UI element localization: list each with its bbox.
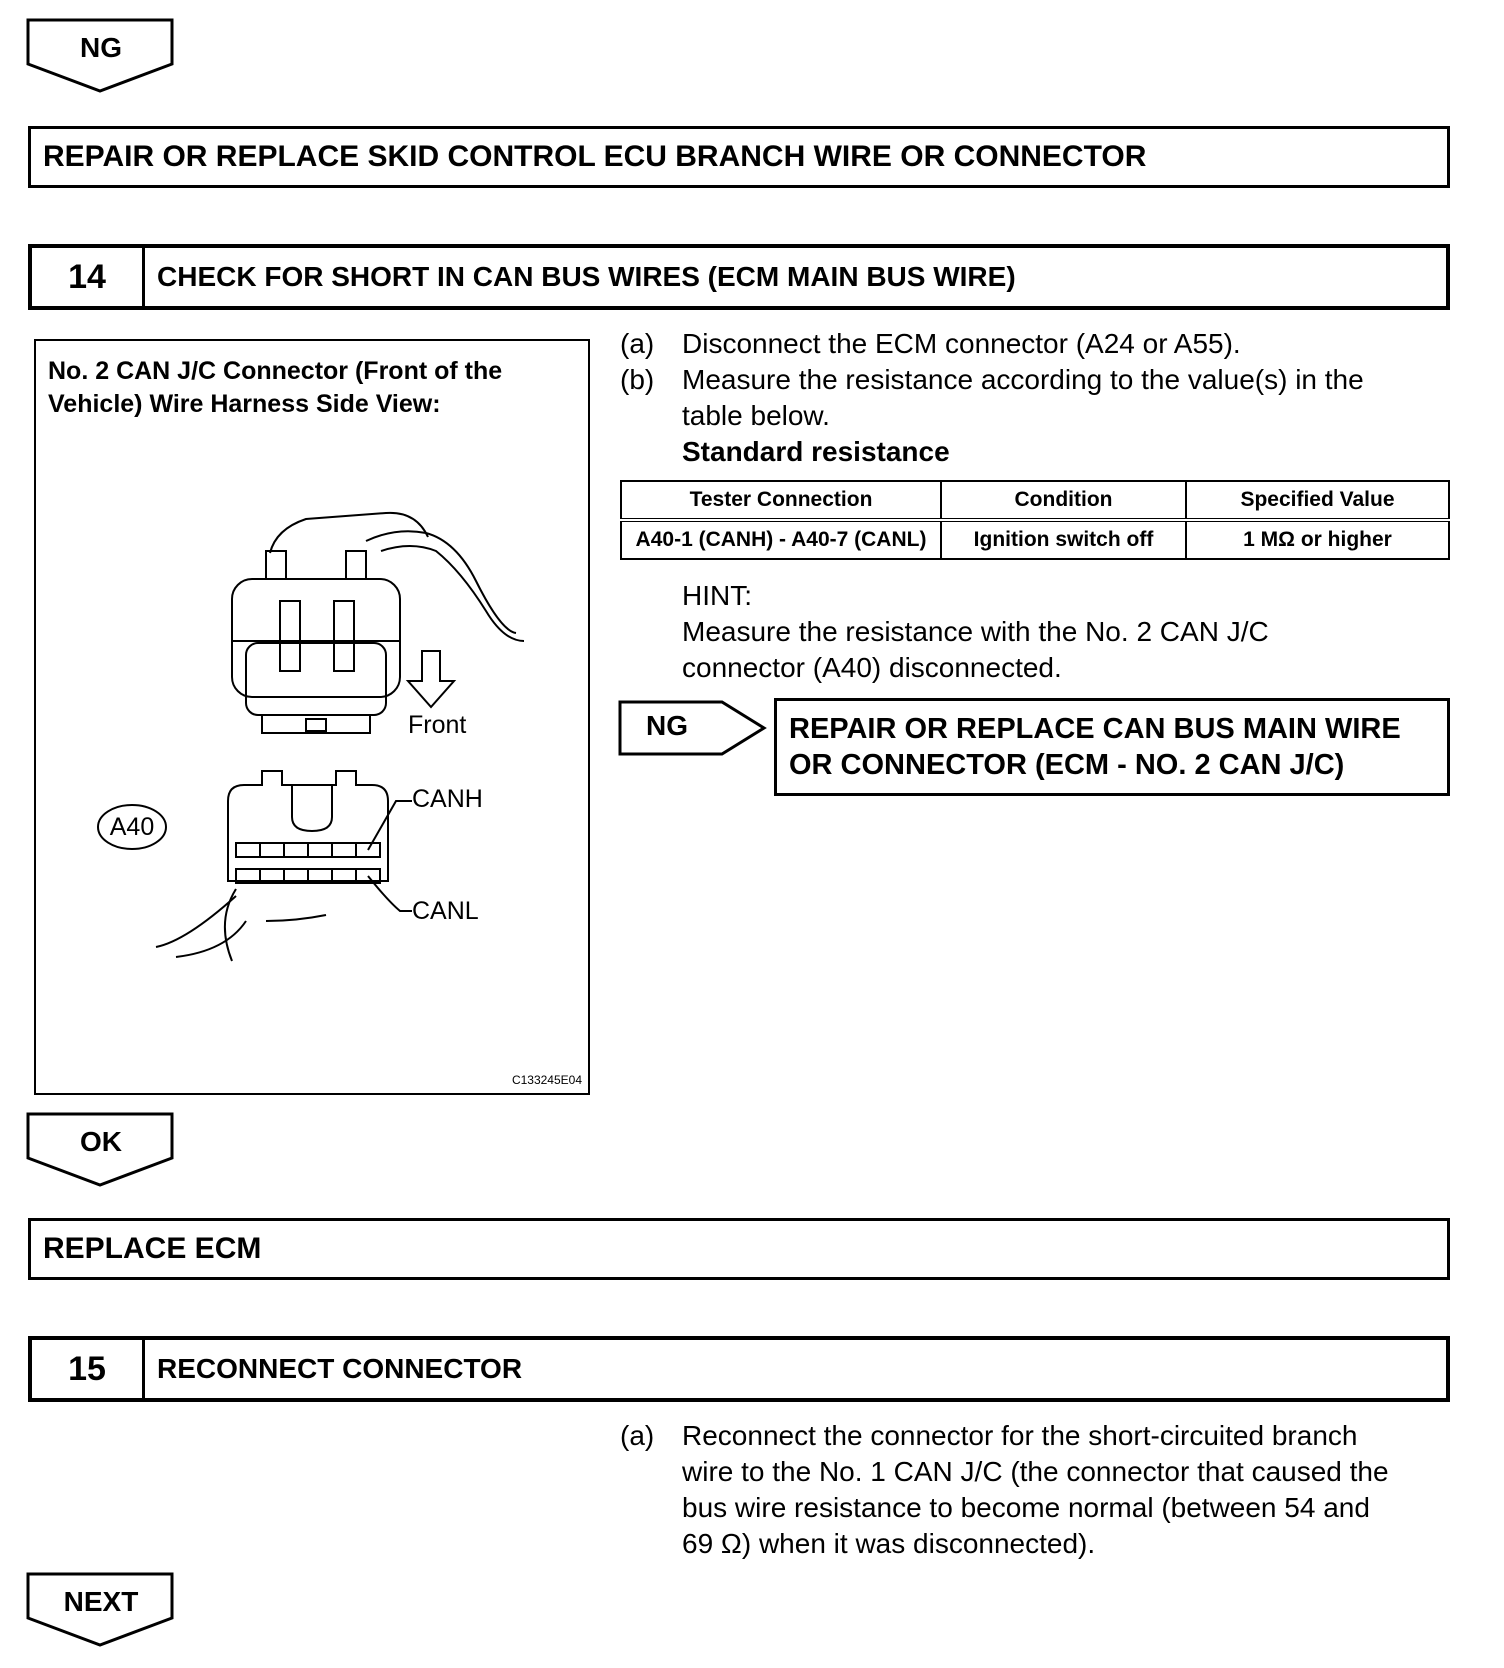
- hint-line1: Measure the resistance with the No. 2 CAN J/C: [682, 616, 1269, 647]
- table-row: [621, 520, 1449, 559]
- ng-action-line1: REPAIR OR REPLACE CAN BUS MAIN WIRE: [789, 713, 1401, 745]
- cell-specified-value: 1 MΩ or higher: [1186, 520, 1449, 559]
- cell-tester-connection: A40-1 (CANH) - A40-7 (CANL): [621, 520, 941, 559]
- step-15-instruction-label: (a): [620, 1420, 655, 1451]
- header-condition: Condition: [941, 481, 1186, 520]
- instruction-b-line2: table below.: [682, 400, 830, 431]
- standard-resistance-heading: Standard resistance: [682, 436, 950, 467]
- header-tester-connection: Tester Connection: [621, 481, 941, 520]
- ng-action-line2: OR CONNECTOR (ECM - NO. 2 CAN J/C): [789, 749, 1345, 781]
- step-15-line3: bus wire resistance to become normal (between 54 and: [682, 1492, 1370, 1523]
- step-14-instruction-b: [620, 362, 1450, 470]
- front-label: Front: [408, 711, 467, 739]
- replace-ecm-text: REPLACE ECM: [43, 1232, 262, 1265]
- ng-right-label: NG: [646, 710, 688, 741]
- table-header-row: [621, 481, 1449, 520]
- step-15-instruction-a: [620, 1418, 1450, 1562]
- instruction-b-line1: Measure the resistance according to the value(s) in the: [682, 364, 1364, 395]
- step-15-line2: wire to the No. 1 CAN J/C (the connector that caused the: [682, 1456, 1389, 1487]
- hint-label: HINT:: [682, 580, 752, 611]
- resistance-table: [620, 480, 1450, 560]
- step-15-line4: 69 Ω) when it was disconnected).: [682, 1528, 1096, 1559]
- repair-skid-control-text: REPAIR OR REPLACE SKID CONTROL ECU BRANCH WIRE OR CONNECTOR: [43, 140, 1147, 173]
- step-14-instruction-a: [620, 326, 1440, 362]
- replace-ecm-action: [28, 1218, 1450, 1280]
- instruction-a-label: (a): [620, 328, 655, 359]
- next-result-label: NEXT: [63, 1586, 139, 1617]
- step-14-title: CHECK FOR SHORT IN CAN BUS WIRES (ECM MAIN BUS WIRE): [157, 261, 1016, 292]
- step-15-title: RECONNECT CONNECTOR: [157, 1353, 523, 1384]
- step-15-line1: Reconnect the connector for the short-circuited branch: [682, 1420, 1358, 1451]
- canl-label: CANL: [412, 897, 479, 925]
- step-15-header: [28, 1336, 1450, 1402]
- step-15-number: 15: [32, 1340, 145, 1398]
- ng-result-label: NG: [80, 32, 122, 63]
- hint-block: [682, 578, 1442, 686]
- canh-label: CANH: [412, 785, 483, 813]
- hint-line2: connector (A40) disconnected.: [682, 652, 1062, 683]
- ng-repair-main-wire-box: [774, 698, 1450, 796]
- step-14-number: 14: [32, 248, 145, 306]
- connector-id-label: A40: [109, 813, 155, 841]
- instruction-b-label: (b): [620, 364, 655, 395]
- header-specified-value: Specified Value: [1186, 481, 1449, 520]
- cell-condition: Ignition switch off: [941, 520, 1186, 559]
- ok-result-label: OK: [80, 1126, 122, 1157]
- connector-illustration: [36, 341, 588, 1093]
- step-14-header: [28, 244, 1450, 310]
- instruction-a-text: Disconnect the ECM connector (A24 or A55).: [682, 328, 1241, 359]
- repair-skid-control-action: [28, 126, 1450, 188]
- figure-title: No. 2 CAN J/C Connector (Front of the Vehicle) Wire Harness Side View:: [48, 357, 503, 418]
- figure-code: C133245E04: [511, 1073, 582, 1087]
- connector-figure: [34, 339, 590, 1095]
